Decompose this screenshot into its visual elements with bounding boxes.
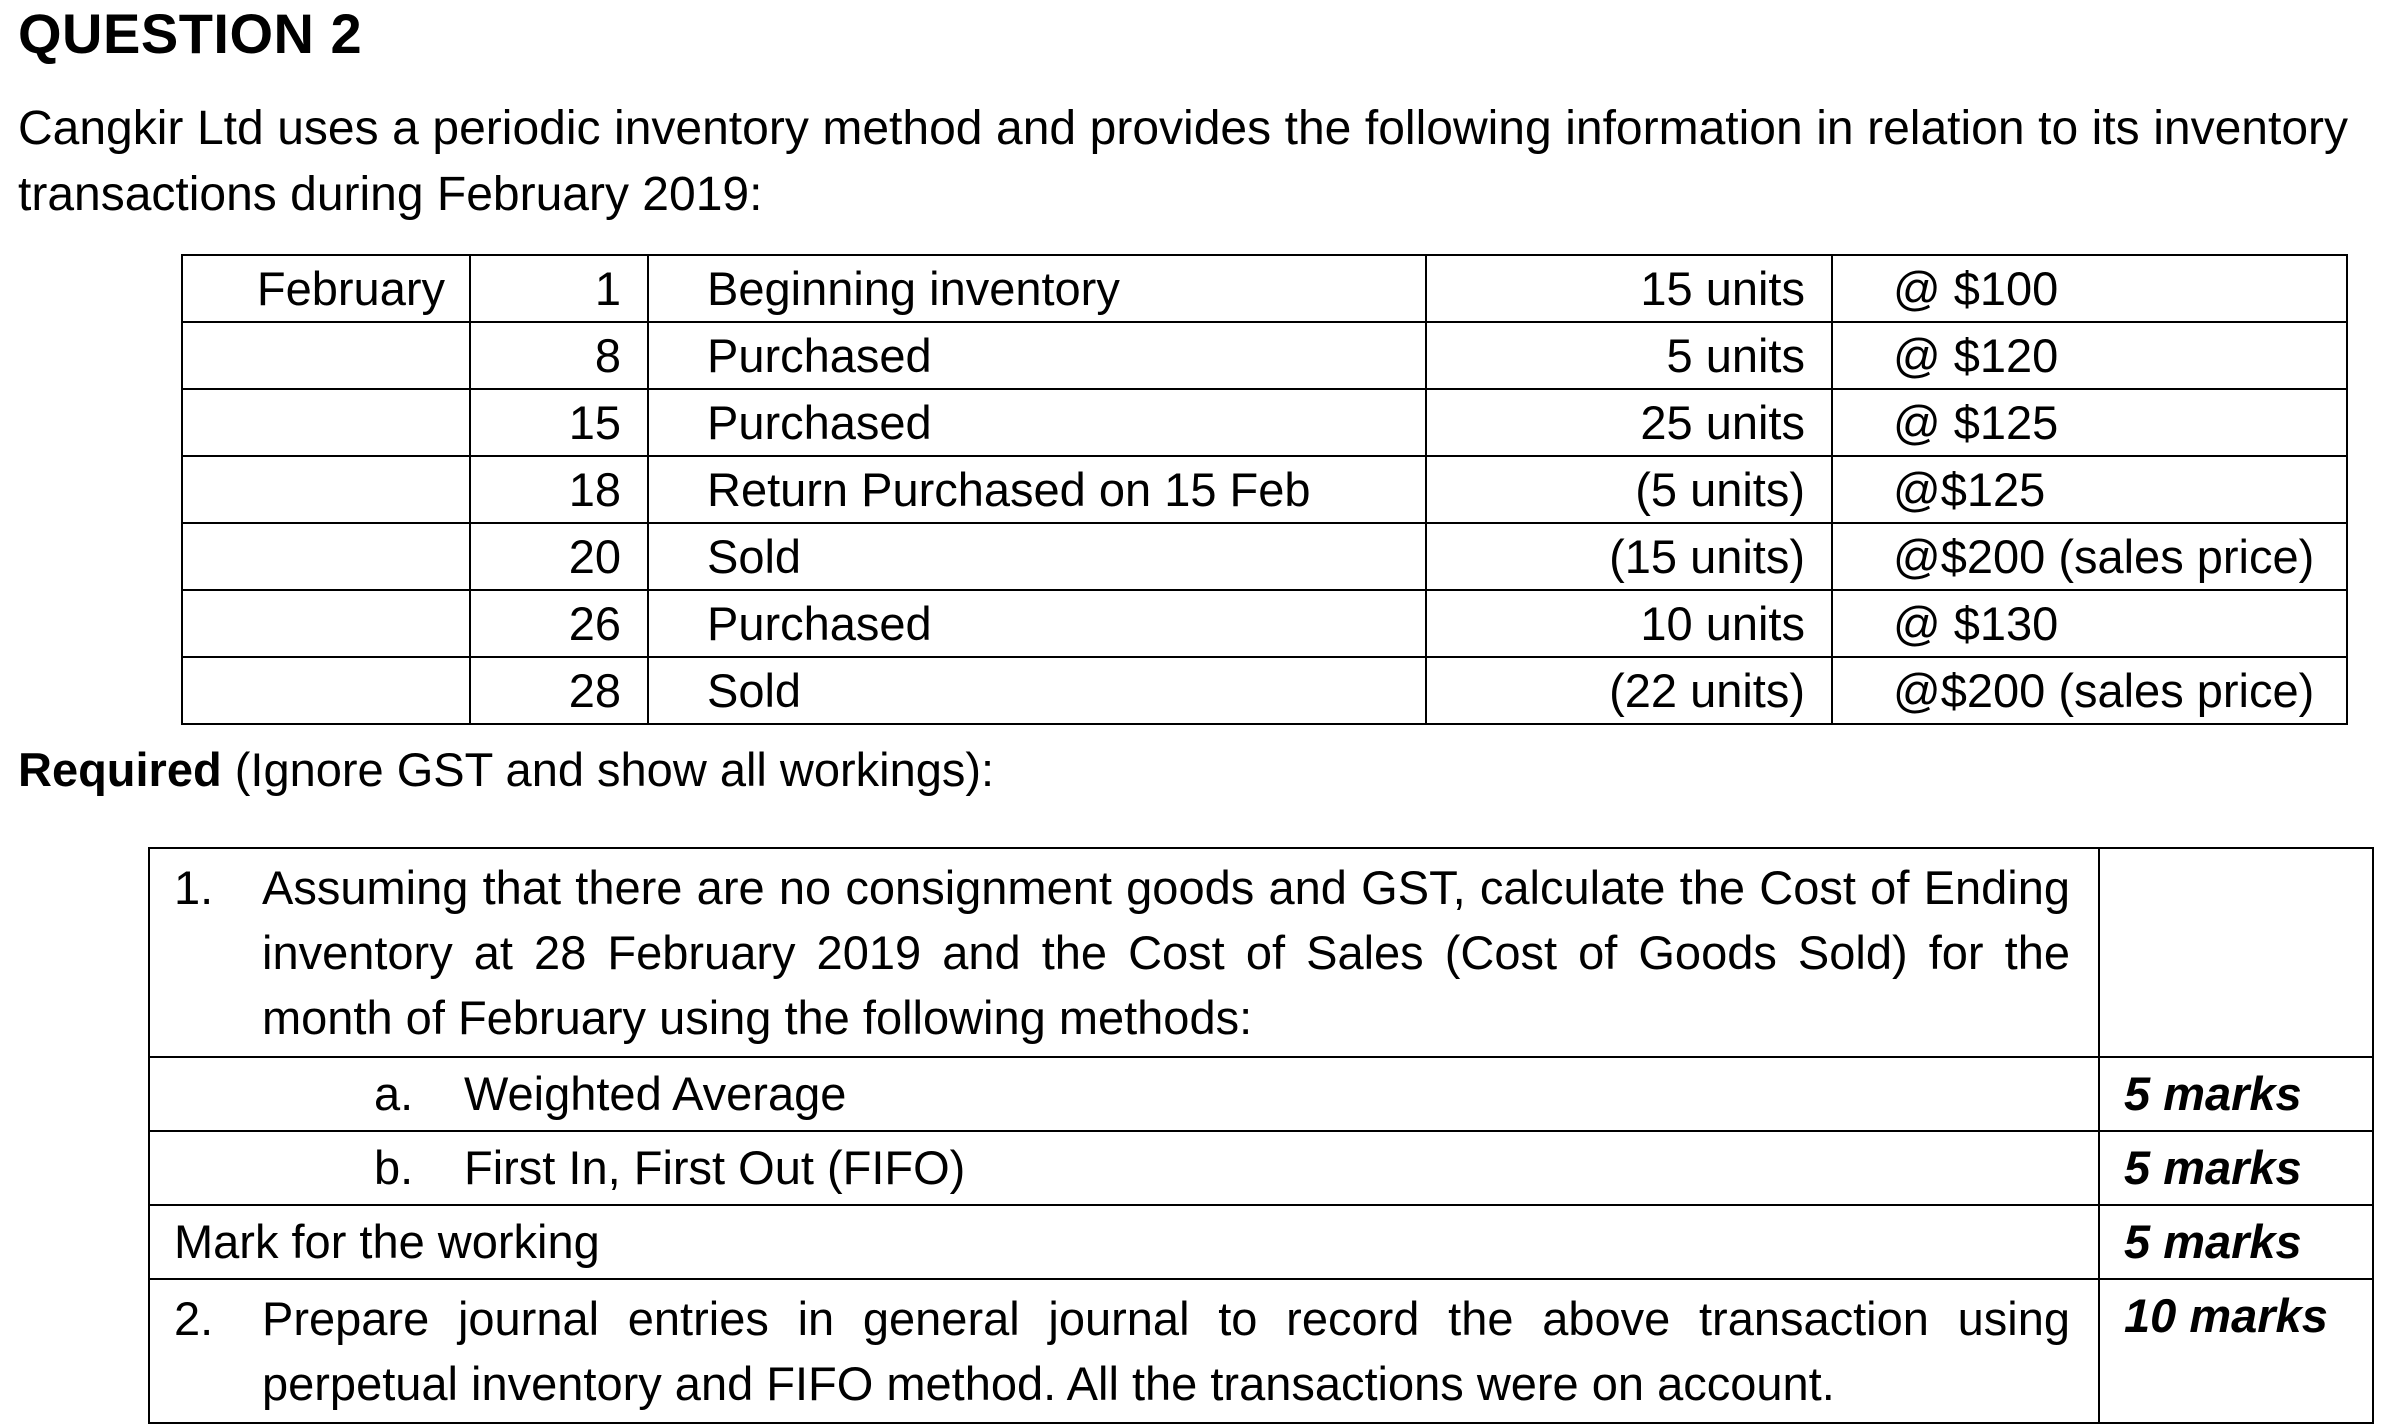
description-cell: Purchased [648, 389, 1426, 456]
table-row [182, 657, 2347, 724]
month-cell [182, 657, 470, 724]
requirement-text-cell [149, 1279, 2099, 1423]
sub-requirement-letter: a. [374, 1067, 414, 1120]
price-cell: @ $120 [1832, 322, 2347, 389]
intro-paragraph: Cangkir Ltd uses a periodic inventory method and provides the following information in relation to its inventory transactions during February 2019: [18, 102, 2348, 221]
table-row [182, 456, 2347, 523]
table-row [182, 590, 2347, 657]
month-cell [182, 590, 470, 657]
requirement-text-cell [149, 1131, 2099, 1205]
marks-cell: 5 marks [2099, 1057, 2373, 1131]
requirement-text-cell [149, 1057, 2099, 1131]
sub-requirement-letter: b. [374, 1141, 414, 1194]
price-cell: @ $130 [1832, 590, 2347, 657]
description-cell: Purchased [648, 322, 1426, 389]
required-heading [18, 740, 994, 800]
description-cell: Sold [648, 657, 1426, 724]
requirement-text-cell [149, 1205, 2099, 1279]
price-cell: @ $125 [1832, 389, 2347, 456]
month-cell [182, 389, 470, 456]
day-cell: 26 [470, 590, 648, 657]
requirements-table [148, 847, 2374, 1424]
month-cell: February [182, 255, 470, 322]
month-cell [182, 322, 470, 389]
description-cell: Sold [648, 523, 1426, 590]
units-cell: (5 units) [1426, 456, 1832, 523]
price-cell: @$200 (sales price) [1832, 657, 2347, 724]
units-cell: (15 units) [1426, 523, 1832, 590]
table-row [182, 523, 2347, 590]
description-cell: Purchased [648, 590, 1426, 657]
description-cell: Beginning inventory [648, 255, 1426, 322]
sub-requirement-text: Weighted Average [464, 1067, 847, 1120]
month-cell [182, 456, 470, 523]
day-cell: 28 [470, 657, 648, 724]
requirement-row-1a [149, 1057, 2373, 1131]
price-cell: @ $100 [1832, 255, 2347, 322]
marks-cell [2099, 848, 2373, 1057]
day-cell: 18 [470, 456, 648, 523]
day-cell: 15 [470, 389, 648, 456]
price-cell: @$200 (sales price) [1832, 523, 2347, 590]
table-row [182, 322, 2347, 389]
sub-requirement-text: First In, First Out (FIFO) [464, 1141, 966, 1194]
requirement-row-1 [149, 848, 2373, 1057]
requirement-text: Prepare journal entries in general journal to record the above transaction using perpetual inventory and FIFO method. All the transactions were on account. [262, 1292, 2070, 1410]
day-cell: 8 [470, 322, 648, 389]
day-cell: 20 [470, 523, 648, 590]
requirement-row-1b [149, 1131, 2373, 1205]
table-row [182, 389, 2347, 456]
transactions-table [181, 254, 2348, 725]
requirement-row-working [149, 1205, 2373, 1279]
required-label: Required [18, 743, 222, 796]
required-note: (Ignore GST and show all workings): [221, 743, 995, 796]
day-cell: 1 [470, 255, 648, 322]
requirement-number: 2. [174, 1292, 214, 1345]
units-cell: (22 units) [1426, 657, 1832, 724]
marks-cell: 5 marks [2099, 1205, 2373, 1279]
units-cell: 25 units [1426, 389, 1832, 456]
units-cell: 5 units [1426, 322, 1832, 389]
requirement-text: Assuming that there are no consignment goods and GST, calculate the Cost of Ending inventory at 28 February 2019 and the Cost of Sales (Cost of Goods Sold) for the month of February using the following methods: [262, 861, 2070, 1044]
marks-cell: 5 marks [2099, 1131, 2373, 1205]
requirement-row-2 [149, 1279, 2373, 1423]
requirement-text-cell [149, 848, 2099, 1057]
marks-cell: 10 marks [2099, 1279, 2373, 1423]
requirement-number: 1. [174, 861, 214, 914]
working-text: Mark for the working [174, 1215, 600, 1268]
units-cell: 10 units [1426, 590, 1832, 657]
price-cell: @$125 [1832, 456, 2347, 523]
table-row [182, 255, 2347, 322]
question-title: QUESTION 2 [18, 2, 363, 65]
month-cell [182, 523, 470, 590]
units-cell: 15 units [1426, 255, 1832, 322]
description-cell: Return Purchased on 15 Feb [648, 456, 1426, 523]
